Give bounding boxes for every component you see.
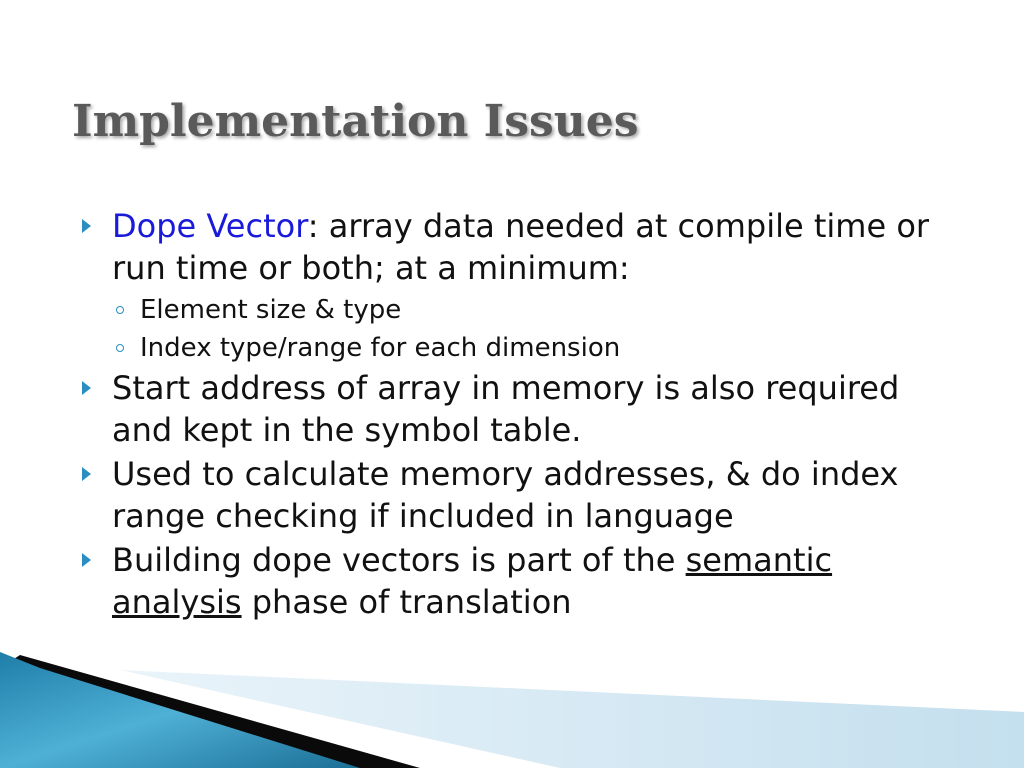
sub-bullet-text: Index type/range for each dimension xyxy=(140,333,621,363)
keyword-dope-vector: Dope Vector xyxy=(112,207,308,245)
bullet-text: Building dope vectors is part of the xyxy=(112,541,676,579)
underlined-term: semantic analysis xyxy=(112,541,833,621)
bullet-text: Used to calculate memory addresses, & do index range checking if included in language xyxy=(112,455,899,535)
bullet-text: : array data needed at compile time or run time or both; at a minimum: xyxy=(112,207,930,287)
sub-bullet-text: Element size & type xyxy=(140,295,402,325)
bullet-text: phase of translation xyxy=(251,583,572,621)
slide-title: Implementation Issues xyxy=(72,96,639,147)
bullet-text: Start address of array in memory is also required and kept in the symbol table. xyxy=(112,369,900,449)
